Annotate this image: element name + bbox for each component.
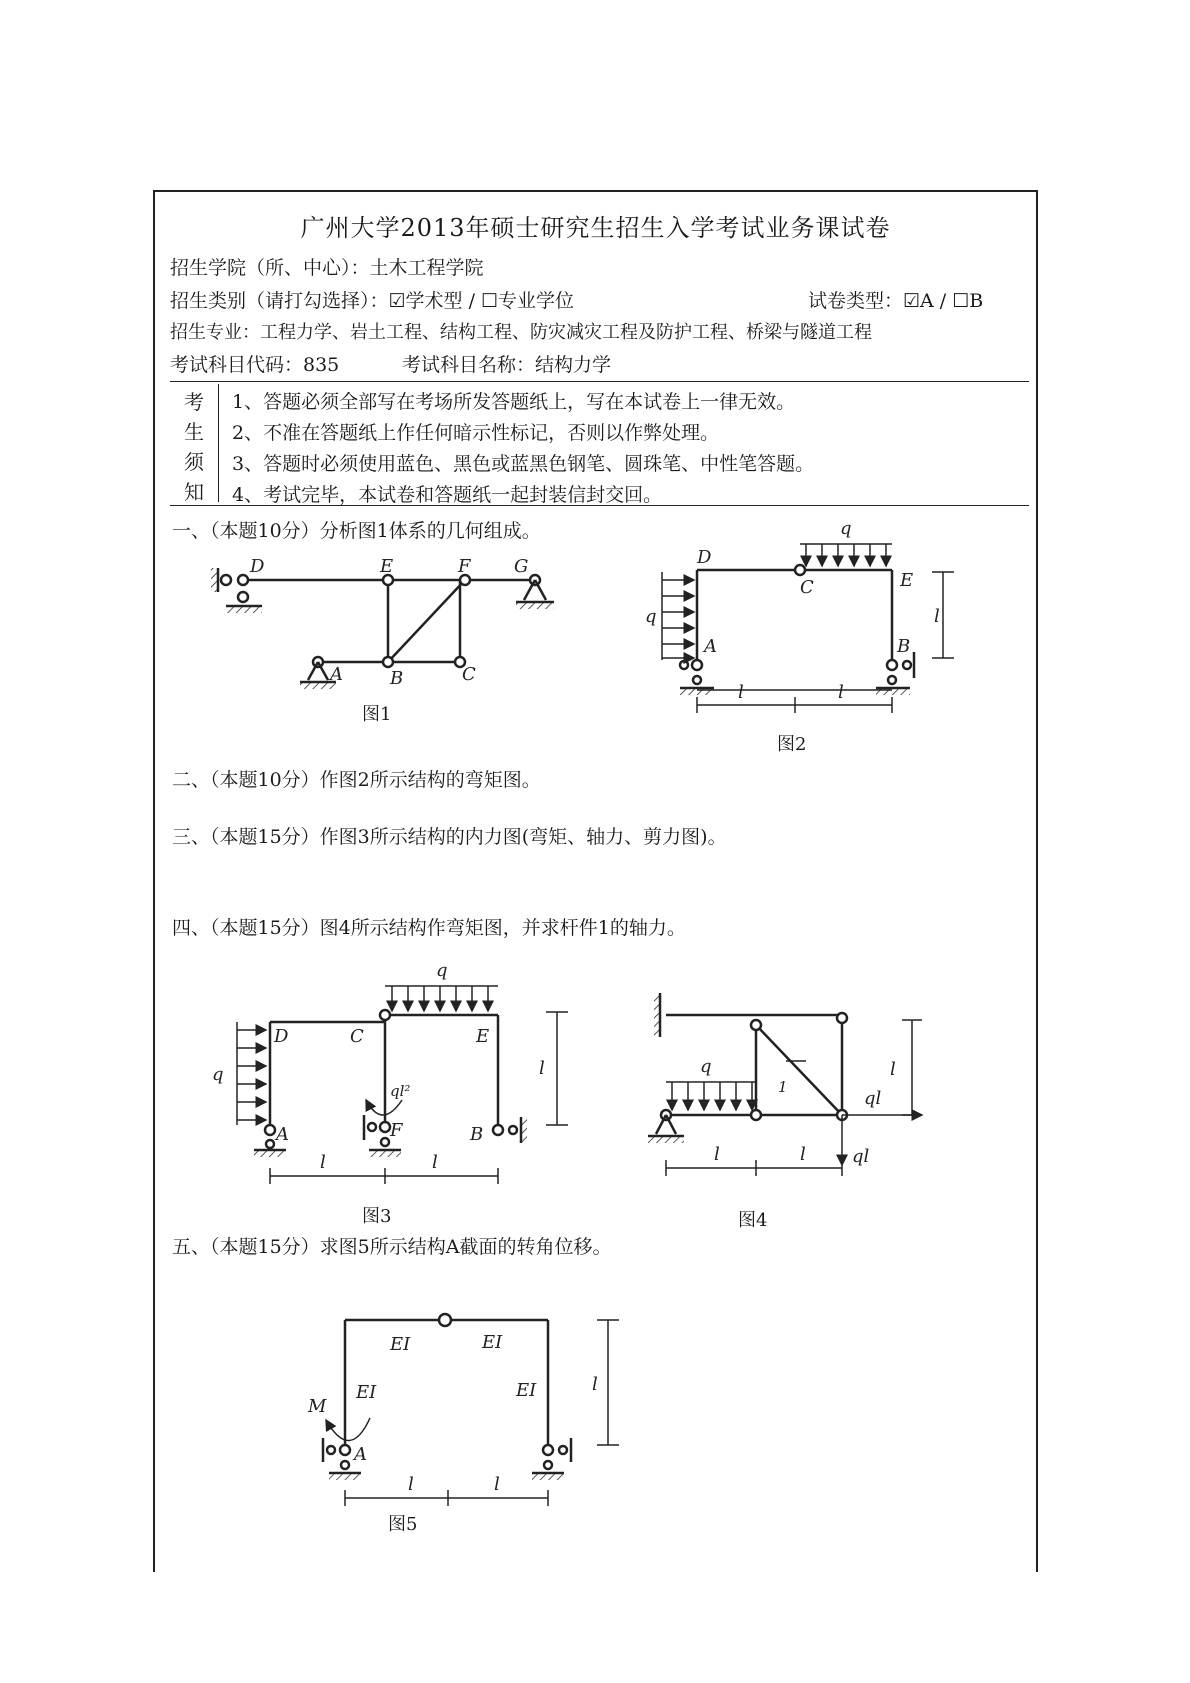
fig3-label: q <box>212 1064 224 1085</box>
notice-rule: 2、不准在答题纸上作任何暗示性标记，否则以作弊处理。 <box>232 422 720 444</box>
fig5-label: EI <box>390 1334 411 1355</box>
fig3-label: l <box>432 1152 438 1173</box>
fig4-label: l <box>800 1144 806 1165</box>
fig3-label: E <box>476 1026 490 1047</box>
fig5-label: l <box>408 1474 414 1495</box>
exam-title: 广州大学2013年硕士研究生招生入学考试业务课试卷 <box>300 214 891 242</box>
question-3: 三、（本题15分）作图3所示结构的内力图(弯矩、轴力、剪力图)。 <box>172 826 727 848</box>
fig1-label: D <box>250 556 265 577</box>
fig3-label: D <box>274 1026 289 1047</box>
fig2-label: A <box>704 636 717 657</box>
figure-4-caption: 图4 <box>738 1210 768 1231</box>
question-1: 一、（本题10分）分析图1体系的几何组成。 <box>172 520 541 542</box>
fig4-label: q <box>700 1056 712 1077</box>
fig1-label: F <box>458 556 471 577</box>
fig2-label: E <box>900 570 914 591</box>
fig3-label: ql² <box>390 1082 411 1100</box>
fig5-label: EI <box>482 1332 503 1353</box>
header-paper-type: 试卷类型：☑A / ☐B <box>808 290 984 312</box>
fig4-label: 1 <box>778 1078 788 1096</box>
fig3-label: l <box>320 1152 326 1173</box>
fig4-label: l <box>714 1144 720 1165</box>
fig5-label: l <box>592 1374 598 1395</box>
figure-4 <box>648 993 847 1143</box>
fig1-label: C <box>462 664 476 685</box>
notice-char: 考 <box>184 390 204 414</box>
fig1-label: E <box>380 556 394 577</box>
header-college: 招生学院（所、中心）：土木工程学院 <box>170 257 484 279</box>
notice-rule: 4、考试完毕，本试卷和答题纸一起封装信封交回。 <box>232 484 663 506</box>
fig2-label: l <box>838 682 844 703</box>
fig2-label: D <box>697 547 712 568</box>
notice-rule: 1、答题必须全部写在考场所发答题纸上，写在本试卷上一律无效。 <box>232 391 796 413</box>
fig5-label: M <box>308 1396 327 1417</box>
figure-5-caption: 图5 <box>388 1514 418 1535</box>
fig2-label: C <box>800 577 814 598</box>
header-majors: 招生专业：工程力学、岩土工程、结构工程、防灾减灾工程及防护工程、桥梁与隧道工程 <box>170 322 872 343</box>
fig4-label: l <box>890 1059 896 1080</box>
question-2: 二、（本题10分）作图2所示结构的弯矩图。 <box>172 769 541 791</box>
figure-2 <box>680 565 914 695</box>
header-subject-code: 考试科目代码：835 <box>170 354 340 376</box>
fig4-label: ql <box>864 1088 882 1109</box>
header-category: 招生类别（请打勾选择）：☑学术型 / ☐专业学位 <box>170 290 575 312</box>
fig3-label: l <box>539 1058 545 1079</box>
fig1-label: B <box>390 668 404 689</box>
notice-char: 须 <box>184 450 204 474</box>
fig2-label: B <box>897 636 911 657</box>
fig3-label: q <box>436 960 448 981</box>
fig5-label: A <box>354 1444 367 1465</box>
fig1-label: G <box>514 556 529 577</box>
fig5-label: EI <box>516 1380 537 1401</box>
fig2-label: q <box>840 518 852 539</box>
fig3-label: A <box>276 1124 289 1145</box>
figure-1 <box>211 568 554 689</box>
notice-char: 生 <box>184 420 204 444</box>
figure-1-caption: 图1 <box>362 704 392 725</box>
fig3-label: C <box>350 1026 364 1047</box>
fig3-label: F <box>390 1120 403 1141</box>
fig3-label: B <box>470 1124 484 1145</box>
fig2-label: l <box>934 606 940 627</box>
fig1-label: A <box>330 664 343 685</box>
question-5: 五、（本题15分）求图5所示结构A截面的转角位移。 <box>172 1236 612 1258</box>
fig5-label: EI <box>356 1382 377 1403</box>
header-subject-name: 考试科目名称：结构力学 <box>402 354 612 376</box>
figure-3-caption: 图3 <box>362 1206 392 1227</box>
fig4-label: ql <box>852 1146 870 1167</box>
fig5-label: l <box>494 1474 500 1495</box>
figure-2-caption: 图2 <box>777 734 807 755</box>
notice-char: 知 <box>184 480 204 504</box>
fig2-label: l <box>738 682 744 703</box>
notice-rule: 3、答题时必须使用蓝色、黑色或蓝黑色钢笔、圆珠笔、中性笔答题。 <box>232 453 815 475</box>
fig2-label: q <box>645 606 657 627</box>
question-4: 四、（本题15分）图4所示结构作弯矩图，并求杆件1的轴力。 <box>172 917 686 939</box>
